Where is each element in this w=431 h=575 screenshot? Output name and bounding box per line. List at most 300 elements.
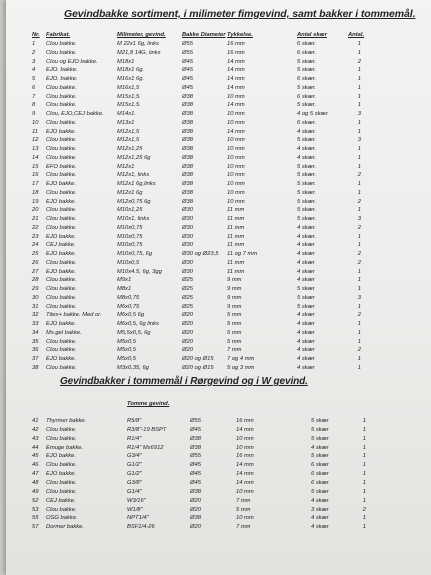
cell-an: 1 xyxy=(362,524,366,531)
cell-nr: 19 xyxy=(32,198,39,205)
cell-sk: 5 skær. xyxy=(297,189,317,196)
cell-nr: 33 xyxy=(32,321,39,327)
cell-an: 1 xyxy=(362,435,366,442)
cell-tyk: 14 mm xyxy=(236,426,254,433)
cell-an: 1 xyxy=(357,119,361,126)
cell-an: 1 xyxy=(357,84,361,91)
table-row xyxy=(6,498,431,507)
cell-mil: M5,5x0,5, 6g xyxy=(117,329,151,336)
cell-nr: 36 xyxy=(32,347,39,354)
cell-sk: 4 skær. xyxy=(297,146,317,152)
cell-sk: 5 skær xyxy=(311,418,329,424)
table-row xyxy=(6,507,431,516)
cell-fab: EJO. bakke. xyxy=(46,76,78,82)
cell-bak: Ø20 xyxy=(182,338,193,345)
table-row xyxy=(6,445,431,454)
cell-nr: 10 xyxy=(32,119,39,126)
cell-an: 1 xyxy=(357,49,361,56)
cell-bak: Ø45 xyxy=(190,471,201,478)
cell-sk: 4 skær xyxy=(297,251,315,257)
cell-bak: Ø20 xyxy=(190,524,201,531)
cell-mil: M12x1 6g xyxy=(117,189,143,196)
cell-mil: G3/4" xyxy=(127,453,142,460)
cell-tyk: 10 mm xyxy=(227,189,245,196)
cell-bak: Ø38 xyxy=(182,93,193,100)
cell-bak: Ø38 xyxy=(190,435,201,442)
cell-an: 1 xyxy=(357,321,361,327)
cell-nr: 29 xyxy=(32,286,39,292)
cell-sk: 5 skær. xyxy=(297,102,317,109)
cell-sk: 4 skær xyxy=(297,312,315,319)
cell-an: 1 xyxy=(362,515,366,522)
table-row xyxy=(6,146,431,155)
cell-tyk: 11 mm xyxy=(227,224,245,231)
cell-tyk: 10 mm xyxy=(227,146,245,152)
cell-sk: 4 skær xyxy=(297,338,315,345)
cell-nr: 23 xyxy=(32,233,39,240)
cell-tyk: 7 mm xyxy=(236,497,251,504)
cell-mil: BSF1/4-26 xyxy=(127,524,155,531)
cell-mil: M12x1,5 xyxy=(117,128,140,135)
table-row xyxy=(6,85,431,94)
cell-tyk: 10 mm xyxy=(227,119,245,126)
cell-sk: 5 skær. xyxy=(297,198,317,205)
cell-tyk: 14 mm xyxy=(227,102,245,109)
cell-tyk: 10 mm xyxy=(227,137,245,144)
cell-nr: 22 xyxy=(32,224,39,231)
cell-sk: 6 skær xyxy=(311,471,329,478)
cell-an: 1 xyxy=(362,471,366,478)
cell-an: 1 xyxy=(357,181,361,187)
cell-bak: Ø30 og Ø23,5 xyxy=(182,251,219,257)
cell-fab: Titex+ bakke. Med or. xyxy=(46,312,102,319)
cell-an: 1 xyxy=(357,277,361,284)
cell-bak: Ø45 xyxy=(190,462,201,469)
cell-sk: 4 skær xyxy=(297,242,315,249)
cell-nr: 18 xyxy=(32,189,39,196)
cell-nr: 1 xyxy=(32,41,36,47)
cell-bak: Ø30 xyxy=(182,259,193,266)
cell-bak: Ø38 xyxy=(190,488,201,495)
cell-bak: Ø30 xyxy=(182,207,193,214)
cell-bak: Ø25 xyxy=(182,303,193,310)
table-header xyxy=(6,32,431,41)
cell-fab: Ms.gel bakke. xyxy=(46,329,82,336)
cell-sk: 5 skær xyxy=(311,488,329,495)
cell-tyk: 14 mm xyxy=(227,128,245,135)
cell-sk: 4 skær xyxy=(297,356,315,362)
cell-sk: 4 skær xyxy=(297,277,315,284)
cell-fab: Clou bakke. xyxy=(46,479,77,486)
cell-fab: Clou bakke. xyxy=(46,277,77,284)
cell-tyk: 11 mm xyxy=(227,233,245,240)
cell-nr: 3 xyxy=(32,58,36,65)
table-row xyxy=(6,120,431,129)
cell-fab: Clou, EJO,CEJ bakke. xyxy=(46,111,104,117)
cell-nr: 8 xyxy=(32,102,36,109)
section-title-tomme: Gevindbakker i tommemål i Rørgevind og i W gevind. xyxy=(60,376,308,387)
cell-sk: 4 skær xyxy=(311,515,329,522)
cell-nr: 52 xyxy=(32,497,39,504)
cell-sk: 5 skær. xyxy=(297,172,317,179)
cell-nr: 13 xyxy=(32,146,39,152)
cell-mil: M12x1 6g,links xyxy=(117,181,156,187)
cell-tyk: 10 mm xyxy=(227,198,245,205)
cell-an: 1 xyxy=(357,233,361,240)
cell-tyk: 10 mm xyxy=(227,172,245,179)
cell-sk: 4 skær xyxy=(311,444,329,451)
cell-fab: Clou bakke. xyxy=(46,426,77,433)
cell-mil: M15x1,5. xyxy=(117,102,141,109)
cell-an: 1 xyxy=(357,207,361,214)
header-antal-skaer: Antal skær xyxy=(297,32,327,38)
table-row xyxy=(6,111,431,120)
table-row xyxy=(6,286,431,295)
cell-an: 1 xyxy=(362,444,366,451)
cell-an: 1 xyxy=(357,154,361,161)
cell-fab: EJO bakke. xyxy=(46,251,76,257)
cell-nr: 21 xyxy=(32,216,39,222)
cell-an: 1 xyxy=(357,364,361,371)
table-row xyxy=(6,207,431,216)
cell-an: 3 xyxy=(357,294,361,301)
cell-nr: 46 xyxy=(32,462,39,469)
cell-fab: EJO. bakke. xyxy=(46,67,78,74)
cell-sk: 5 skær. xyxy=(297,137,317,144)
cell-tyk: 5 mm xyxy=(227,312,242,319)
cell-sk: 4 skær. xyxy=(297,128,317,135)
cell-fab: Clou bakke. xyxy=(46,286,77,292)
cell-mil: W3/16" xyxy=(127,497,146,504)
cell-mil: M6x0,5, 6g links xyxy=(117,321,159,327)
table-row xyxy=(6,365,431,374)
cell-an: 1 xyxy=(357,189,361,196)
cell-fab: Dormer bakke. xyxy=(46,524,85,531)
cell-fab: EFO bakke. xyxy=(46,163,77,170)
cell-mil: M10x0,5 xyxy=(117,259,140,266)
cell-tyk: 9 mm xyxy=(227,277,242,284)
cell-fab: Clou bakke. xyxy=(46,364,77,371)
table-row xyxy=(6,216,431,225)
table-row xyxy=(6,76,431,85)
cell-mil: M21,8 14G, links xyxy=(117,49,161,56)
table-row xyxy=(6,277,431,286)
cell-mil: M10x1, links xyxy=(117,216,150,222)
cell-fab: Clou bakke. xyxy=(46,172,77,179)
cell-bak: Ø45 xyxy=(182,67,193,74)
cell-sk: 5 skær. xyxy=(297,216,317,222)
cell-nr: 24 xyxy=(32,242,39,249)
table-row xyxy=(6,234,431,243)
cell-nr: 9 xyxy=(32,111,36,117)
cell-fab: EJO bakke. xyxy=(46,356,76,362)
table2-header xyxy=(6,401,431,410)
cell-sk: 5 skær. xyxy=(297,67,317,74)
cell-sk: 5 skær. xyxy=(297,163,317,170)
cell-mil: NPT1/4" xyxy=(127,515,149,522)
cell-an: 1 xyxy=(357,146,361,152)
cell-tyk: 7 mm xyxy=(227,347,242,354)
cell-tyk: 11 mm xyxy=(227,259,245,266)
cell-nr: 55 xyxy=(32,515,39,522)
cell-fab: Clou og EJO bakke. xyxy=(46,58,98,65)
cell-sk: 5 skær xyxy=(311,435,329,442)
cell-sk: 3 skær xyxy=(311,506,329,513)
table-row xyxy=(6,251,431,260)
cell-bak: Ø45 xyxy=(182,84,193,91)
cell-bak: Ø25 xyxy=(182,286,193,292)
cell-mil: M16x1,5 xyxy=(117,84,140,91)
cell-fab: Clou bakke. xyxy=(46,154,77,161)
cell-nr: 41 xyxy=(32,418,39,424)
header-millimeter: Milimeter, gevind. xyxy=(117,32,166,38)
cell-tyk: 10 mm xyxy=(236,488,254,495)
cell-an: 1 xyxy=(357,67,361,74)
cell-bak: Ø38 xyxy=(190,515,201,522)
cell-sk: 4 skær xyxy=(311,524,329,531)
cell-an: 2 xyxy=(357,347,361,354)
cell-an: 1 xyxy=(357,356,361,362)
cell-fab: Clou bakke. xyxy=(46,119,77,126)
cell-nr: 42 xyxy=(32,426,39,433)
cell-tyk: 16 mm xyxy=(236,418,254,424)
cell-bak: Ø55 xyxy=(190,453,201,460)
cell-sk: 4 skær. xyxy=(297,224,317,231)
cell-tyk: 10 mm xyxy=(227,154,245,161)
cell-mil: R5/8" xyxy=(127,418,142,424)
cell-bak: Ø55 xyxy=(190,418,201,424)
cell-an: 1 xyxy=(362,497,366,504)
table-row xyxy=(6,67,431,76)
cell-fab: EJO bakke. xyxy=(46,233,76,240)
cell-fab: CEJ bakke. xyxy=(46,242,76,249)
cell-mil: M12x1,5 xyxy=(117,137,140,144)
cell-sk: 5 skær xyxy=(297,294,315,301)
cell-fab: Clou bakke. xyxy=(46,506,77,513)
table-row xyxy=(6,347,431,356)
cell-bak: Ø45 xyxy=(182,58,193,65)
cell-nr: 5 xyxy=(32,76,36,82)
cell-sk: 6 skær. xyxy=(297,49,317,56)
cell-nr: 48 xyxy=(32,479,39,486)
cell-bak: Ø30 xyxy=(182,268,193,275)
cell-nr: 30 xyxy=(32,294,39,301)
cell-bak: Ø30 xyxy=(182,224,193,231)
table-row xyxy=(6,418,431,427)
cell-nr: 44 xyxy=(32,444,39,451)
cell-bak: Ø30 xyxy=(182,216,193,222)
cell-mil: M12x0,75 6g xyxy=(117,198,151,205)
cell-tyk: 16 mm xyxy=(227,41,245,47)
cell-mil: M 22x1 6g, links xyxy=(117,41,159,47)
table-row xyxy=(6,356,431,365)
header-tomme-gevind: Tomme gevind. xyxy=(127,401,170,407)
cell-bak: Ø45 xyxy=(190,479,201,486)
cell-nr: 34 xyxy=(32,329,39,336)
cell-fab: Clou bakke. xyxy=(46,84,77,91)
cell-fab: EJO bakke. xyxy=(46,198,76,205)
table-row xyxy=(6,295,431,304)
cell-nr: 14 xyxy=(32,154,39,161)
cell-nr: 15 xyxy=(32,163,39,170)
cell-mil: R1/4" Ms6912 xyxy=(127,444,164,451)
cell-tyk: 14 mm xyxy=(227,84,245,91)
cell-fab: EJO bakke. xyxy=(46,128,76,135)
cell-fab: Clou bakke. xyxy=(46,224,77,231)
cell-fab: Clou bakke. xyxy=(46,49,77,56)
cell-fab: Clou bakke. xyxy=(46,435,77,442)
table-row xyxy=(6,94,431,103)
cell-tyk: 5 mm xyxy=(227,321,242,327)
document-page xyxy=(6,0,431,575)
cell-fab: Clou bakke. xyxy=(46,303,77,310)
cell-mil: M10x4.5, 6g, 3gg xyxy=(117,268,162,275)
cell-fab: Clou bakke. xyxy=(46,294,77,301)
cell-an: 1 xyxy=(357,286,361,292)
cell-an: 2 xyxy=(357,224,361,231)
cell-an: 2 xyxy=(357,251,361,257)
cell-tyk: 10 mm xyxy=(227,163,245,170)
cell-fab: Clou bakke. xyxy=(46,146,77,152)
cell-mil: M15x1,5. xyxy=(117,93,141,100)
cell-sk: 6 skær. xyxy=(297,76,317,82)
table-row xyxy=(6,321,431,330)
cell-tyk: 11 mm xyxy=(227,207,245,214)
table-row xyxy=(6,453,431,462)
cell-fab: CEJ bakke. xyxy=(46,497,76,504)
cell-bak: Ø38 xyxy=(182,163,193,170)
cell-nr: 43 xyxy=(32,435,39,442)
table-row xyxy=(6,199,431,208)
table-row xyxy=(6,330,431,339)
cell-bak: Ø38 xyxy=(182,154,193,161)
cell-fab: Clou bakke. xyxy=(46,189,77,196)
cell-bak: Ø25 xyxy=(182,277,193,284)
cell-an: 1 xyxy=(357,102,361,109)
cell-mil: M16x1 6g. xyxy=(117,76,145,82)
cell-bak: Ø55 xyxy=(182,49,193,56)
table-row xyxy=(6,260,431,269)
cell-sk: 6 skær xyxy=(311,462,329,469)
cell-mil: M3x0,35, 6g xyxy=(117,364,149,371)
cell-sk: 6 skær xyxy=(311,479,329,486)
table-row xyxy=(6,190,431,199)
cell-fab: EJO bakke. xyxy=(46,268,76,275)
cell-sk: 5 skær. xyxy=(297,207,317,214)
cell-an: 1 xyxy=(357,329,361,336)
cell-mil: M12x1 xyxy=(117,163,135,170)
cell-fab: EJO bakke. xyxy=(46,453,76,460)
cell-mil: M12x1,25 6g xyxy=(117,154,151,161)
table-row xyxy=(6,462,431,471)
table-row xyxy=(6,59,431,68)
cell-bak: Ø25 xyxy=(182,294,193,301)
cell-tyk: 14 mm xyxy=(227,76,245,82)
cell-sk: 5 skær. xyxy=(297,84,317,91)
cell-sk: 6 skær. xyxy=(297,41,317,47)
table-row xyxy=(6,129,431,138)
cell-mil: M10x0,75, 6g xyxy=(117,251,153,257)
cell-an: 1 xyxy=(357,76,361,82)
cell-mil: M10x0,75 xyxy=(117,224,143,231)
cell-tyk: 10 mm xyxy=(236,444,254,451)
cell-bak: Ø30 xyxy=(182,242,193,249)
cell-nr: 49 xyxy=(32,488,39,495)
cell-fab: Clou bakke. xyxy=(46,216,77,222)
cell-nr: 27 xyxy=(32,268,39,275)
cell-nr: 16 xyxy=(32,172,39,179)
header-antal: Antal. xyxy=(348,32,365,38)
table-row xyxy=(6,172,431,181)
cell-bak: Ø20 xyxy=(190,497,201,504)
cell-an: 2 xyxy=(357,58,361,65)
cell-nr: 6 xyxy=(32,84,36,91)
cell-tyk: 7 og 4 mm xyxy=(227,356,255,362)
cell-sk: 4 skær xyxy=(297,259,315,266)
cell-fab: Clou bakke. xyxy=(46,462,77,469)
cell-tyk: 7 mm xyxy=(236,524,251,531)
cell-sk: 5 skær. xyxy=(297,58,317,65)
cell-sk: 6 skær. xyxy=(297,93,317,100)
cell-an: 1 xyxy=(362,453,366,460)
cell-bak: Ø20 xyxy=(190,506,201,513)
cell-nr: 38 xyxy=(32,364,39,371)
cell-sk: 4 skær xyxy=(297,364,315,371)
cell-fab: Clou bakke. xyxy=(46,488,77,495)
cell-bak: Ø38 xyxy=(182,137,193,144)
table-row xyxy=(6,164,431,173)
table-row xyxy=(6,339,431,348)
cell-tyk: 10 mm xyxy=(236,515,254,522)
cell-tyk: 11 mm xyxy=(227,216,245,222)
cell-mil: M12x1,25 xyxy=(117,146,143,152)
table-row xyxy=(6,137,431,146)
cell-tyk: 10 mm xyxy=(227,111,245,117)
cell-bak: Ø20 xyxy=(182,347,193,354)
cell-mil: M8x1 xyxy=(117,286,132,292)
cell-mil: M5x0,5 xyxy=(117,356,137,362)
cell-mil: G1/2" xyxy=(127,471,142,478)
cell-an: 1 xyxy=(362,488,366,495)
cell-an: 1 xyxy=(357,303,361,310)
cell-tyk: 10 mm xyxy=(227,181,245,187)
cell-fab: Clou bakke. xyxy=(46,93,77,100)
cell-tyk: 14 mm xyxy=(227,67,245,74)
table-row xyxy=(6,312,431,321)
table-row xyxy=(6,242,431,251)
cell-tyk: 16 mm xyxy=(227,49,245,56)
cell-fab: Clou bakke. xyxy=(46,137,77,144)
cell-bak: Ø20 og Ø15 xyxy=(182,364,214,371)
cell-sk: 5 skær xyxy=(297,286,315,292)
cell-bak: Ø45 xyxy=(182,76,193,82)
cell-sk: 6 skær. xyxy=(297,119,317,126)
cell-an: 3 xyxy=(357,137,361,144)
cell-tyk: 9 mm xyxy=(227,303,242,310)
cell-mil: M10x0,75 xyxy=(117,242,143,249)
cell-bak: Ø38 xyxy=(182,172,193,179)
cell-bak: Ø38 xyxy=(182,181,193,187)
cell-tyk: 14 mm xyxy=(236,462,254,469)
cell-an: 1 xyxy=(357,93,361,100)
header-tykkelse: Tykkelse. xyxy=(227,32,253,38)
cell-bak: Ø38 xyxy=(182,119,193,126)
cell-mil: M6x0,75 xyxy=(117,303,140,310)
cell-fab: OSG bakke. xyxy=(46,515,78,522)
table-row xyxy=(6,480,431,489)
cell-an: 3 xyxy=(357,111,361,117)
cell-sk: 5 skær xyxy=(297,303,315,310)
